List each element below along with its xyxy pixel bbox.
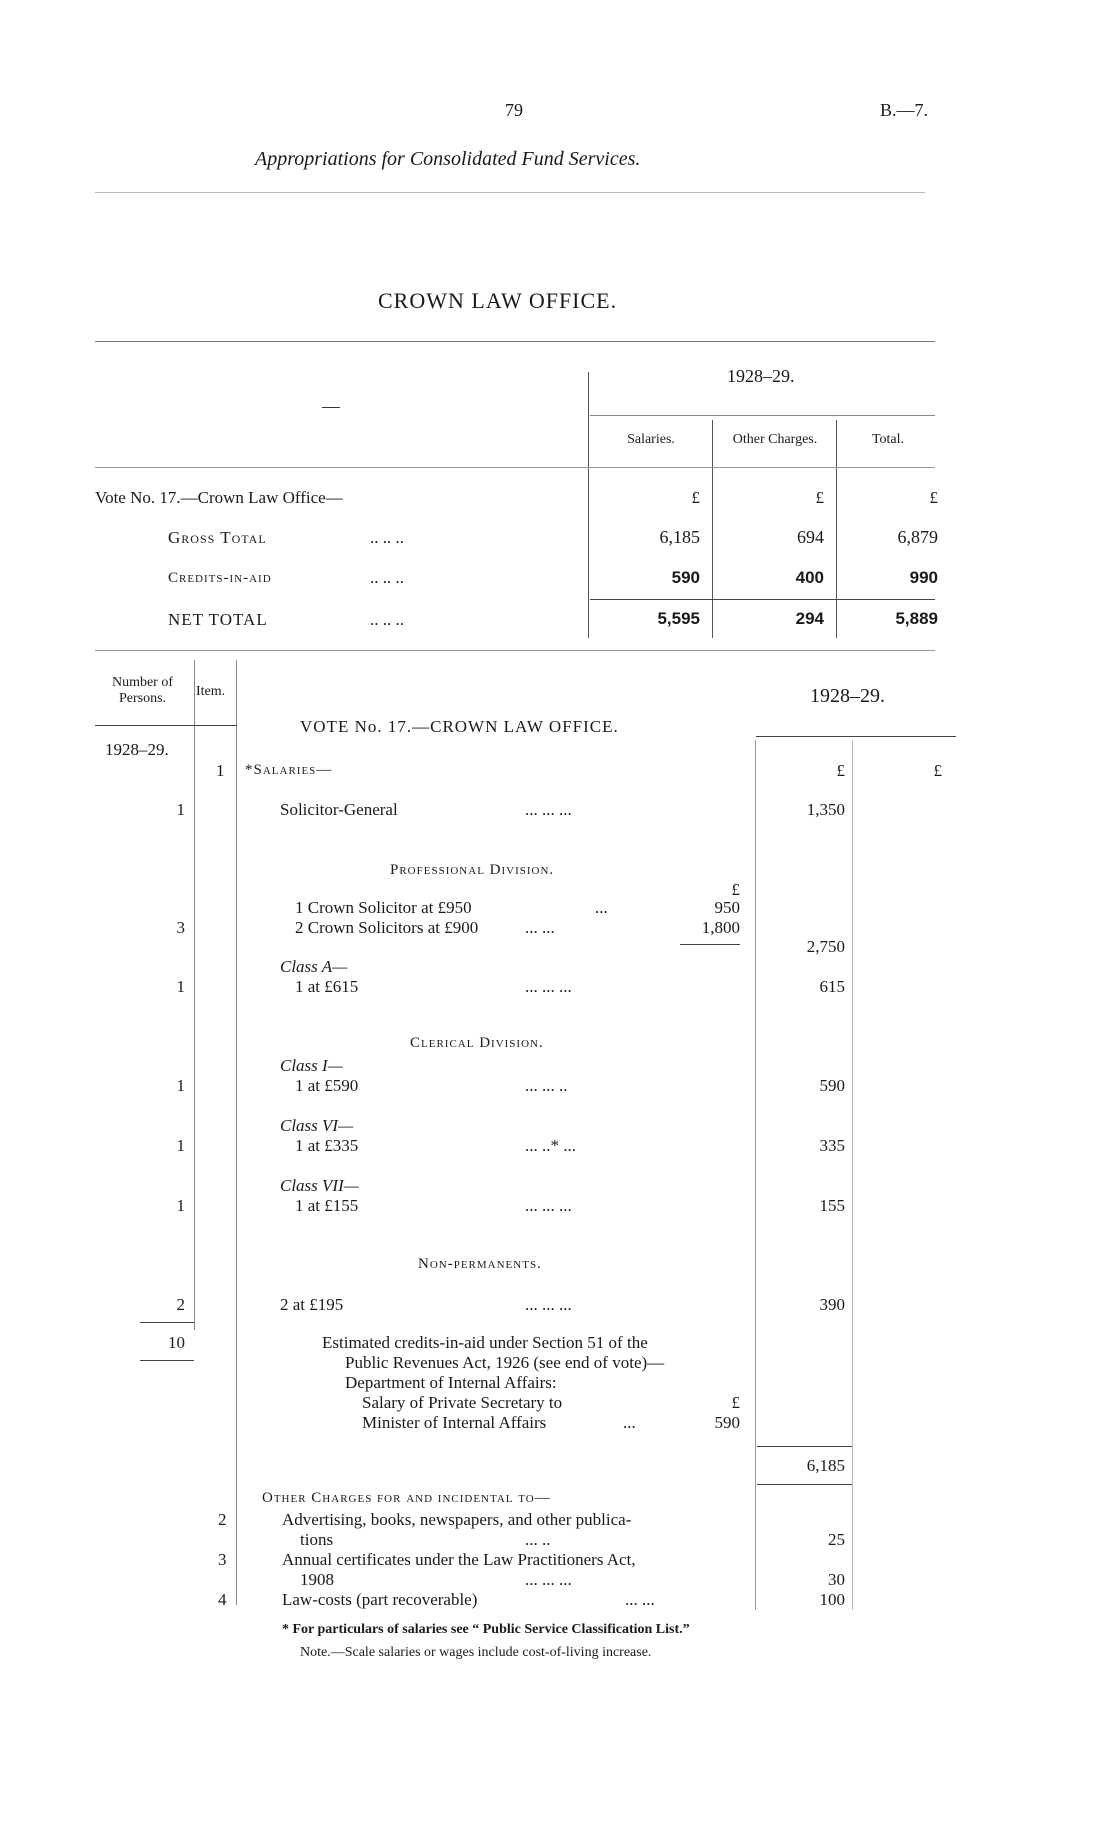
currency-total: £ [929, 488, 938, 507]
footnote: * For particulars of salaries see “ Public Service Classification List.” [282, 1622, 690, 1637]
summary-bottom-rule [95, 650, 935, 651]
row-label: Advertising, books, newspapers, and other publica- [282, 1510, 632, 1529]
total-currency: £ [933, 761, 942, 780]
row-label-continued: 1908 [300, 1570, 334, 1589]
class-heading: Class VI— [280, 1116, 354, 1135]
col-number-of-persons: Number of Persons. [111, 675, 174, 706]
persons-count: 2 [176, 1295, 185, 1314]
salaries-total-rule [757, 1484, 852, 1485]
summary-dash: — [322, 396, 340, 416]
summary-col-divider [836, 420, 837, 638]
persons-count: 1 [176, 800, 185, 819]
row-label: Gross Total [168, 528, 267, 547]
credits-line: Estimated credits-in-aid under Section 51 of the [322, 1333, 648, 1352]
leader-dots: ... ... .. [525, 1076, 568, 1095]
summary-col-divider [588, 372, 589, 638]
item-number: 3 [218, 1550, 227, 1569]
note: Note.—Scale salaries or wages include cost-of-living increase. [300, 1645, 652, 1660]
row-amount: 590 [819, 1076, 845, 1095]
item-number: 4 [218, 1590, 227, 1609]
amount-col-divider [755, 740, 756, 1610]
net-total-rule [590, 599, 935, 600]
credits-line: Salary of Private Secretary to [362, 1393, 563, 1412]
persons-count: 1 [176, 1076, 185, 1095]
credits-line: Public Revenues Act, 1926 (see end of vote)— [345, 1353, 665, 1372]
credits-currency: £ [731, 1393, 740, 1412]
gross-total: 6,879 [897, 527, 938, 547]
row-label: 2 at £195 [280, 1295, 344, 1314]
persons-year: 1928–29. [105, 740, 169, 759]
non-permanents-heading: Non-permanents. [418, 1256, 542, 1272]
leader-dots: ... [623, 1413, 636, 1432]
persons-count: 1 [176, 1196, 185, 1215]
summary-col-divider [712, 420, 713, 638]
net-salaries: 5,595 [657, 609, 700, 628]
summary-year-rule [590, 415, 935, 416]
row-label: 1 at £155 [295, 1196, 359, 1215]
salaries-total-rule [757, 1446, 852, 1447]
summary-year: 1928–29. [727, 366, 795, 386]
leader-dots: ... ... [525, 918, 555, 937]
vote-heading: VOTE No. 17.—CROWN LAW OFFICE. [300, 717, 619, 736]
salaries-heading: *Salaries— [245, 762, 333, 778]
col-item: Item. [196, 684, 226, 699]
credits-other: 400 [795, 568, 824, 587]
header-rule [95, 192, 925, 193]
clerical-division-heading: Clerical Division. [410, 1035, 544, 1051]
subtotal-rule [680, 944, 740, 945]
leader-dots: ... ... ... [525, 977, 572, 996]
leader-dots: .. .. .. [370, 528, 404, 547]
gross-salaries: 6,185 [659, 527, 700, 547]
item-col-divider [236, 660, 237, 1605]
credits-line: Department of Internal Affairs: [345, 1373, 557, 1392]
detail-year-heading: 1928–29. [810, 685, 885, 707]
net-other: 294 [795, 609, 824, 628]
row-label: 1 Crown Solicitor at £950 [295, 898, 472, 917]
persons-count: 3 [176, 918, 185, 937]
subtotal-currency: £ [731, 880, 740, 899]
persons-header-rule [95, 725, 237, 726]
leader-dots: .. .. .. [370, 568, 404, 587]
class-heading: Class A— [280, 957, 348, 976]
row-label: 1 at £590 [295, 1076, 359, 1095]
leader-dots: ... .. [525, 1530, 551, 1549]
sub-amount: 1,800 [701, 918, 740, 937]
col-other-charges: Other Charges. [732, 432, 818, 447]
persons-count: 1 [176, 1136, 185, 1155]
currency-other: £ [815, 488, 824, 507]
amount-col-divider [852, 740, 853, 1610]
item-number: 2 [218, 1510, 227, 1529]
credits-total: 990 [909, 568, 938, 587]
row-amount: 335 [819, 1136, 845, 1155]
persons-total-rule [140, 1360, 194, 1361]
professional-total: 2,750 [806, 937, 845, 956]
row-amount: 100 [819, 1590, 845, 1609]
net-total: 5,889 [895, 609, 938, 628]
row-label: Annual certificates under the Law Practitioners Act, [282, 1550, 636, 1569]
salaries-item-number: 1 [216, 761, 225, 780]
row-amount: 615 [819, 977, 845, 996]
row-label: Credits-in-aid [168, 570, 272, 586]
currency-salaries: £ [691, 488, 700, 507]
page-number: 79 [505, 100, 523, 120]
row-label: Law-costs (part recoverable) [282, 1590, 478, 1609]
leader-dots: ... ... ... [525, 1196, 572, 1215]
row-amount: 1,350 [806, 800, 845, 819]
col-total: Total. [871, 432, 905, 447]
row-amount: 30 [828, 1570, 845, 1589]
row-label: 1 at £335 [295, 1136, 359, 1155]
row-label: 1 at £615 [295, 977, 359, 996]
row-amount: 25 [828, 1530, 845, 1549]
vote-label: Vote No. 17.—Crown Law Office— [95, 488, 343, 507]
class-heading: Class I— [280, 1056, 343, 1075]
row-label: Solicitor-General [280, 800, 398, 819]
leader-dots: ... ..* ... [525, 1136, 576, 1155]
gross-other: 694 [797, 527, 824, 547]
persons-count: 1 [176, 977, 185, 996]
document-reference: B.—7. [880, 100, 929, 120]
sub-amount: 950 [714, 898, 740, 917]
detail-year-rule [756, 736, 956, 737]
summary-header-rule [95, 467, 935, 468]
running-title: Appropriations for Consolidated Fund Services. [255, 148, 641, 170]
leader-dots: .. .. .. [370, 610, 404, 629]
leader-dots: ... ... [625, 1590, 655, 1609]
amount-currency: £ [836, 761, 845, 780]
page-title: CROWN LAW OFFICE. [378, 288, 618, 313]
persons-col-divider [194, 660, 195, 1330]
credits-amount: 590 [714, 1413, 740, 1432]
leader-dots: ... ... ... [525, 1295, 572, 1314]
leader-dots: ... ... ... [525, 800, 572, 819]
row-amount: 155 [819, 1196, 845, 1215]
persons-total-rule [140, 1322, 194, 1323]
leader-dots: ... ... ... [525, 1570, 572, 1589]
row-label-continued: tions [300, 1530, 334, 1549]
credits-salaries: 590 [671, 568, 700, 587]
total-persons: 10 [168, 1333, 185, 1352]
row-label: NET TOTAL [168, 610, 268, 629]
credits-line: Minister of Internal Affairs [362, 1413, 547, 1432]
col-salaries: Salaries. [627, 432, 675, 447]
professional-division-heading: Professional Division. [390, 862, 555, 878]
salaries-total: 6,185 [806, 1456, 845, 1475]
title-rule [95, 341, 935, 342]
class-heading: Class VII— [280, 1176, 359, 1195]
other-charges-heading: Other Charges for and incidental to— [262, 1490, 551, 1506]
row-label: 2 Crown Solicitors at £900 [295, 918, 479, 937]
row-amount: 390 [819, 1295, 845, 1314]
leader-dots: ... [595, 898, 608, 917]
